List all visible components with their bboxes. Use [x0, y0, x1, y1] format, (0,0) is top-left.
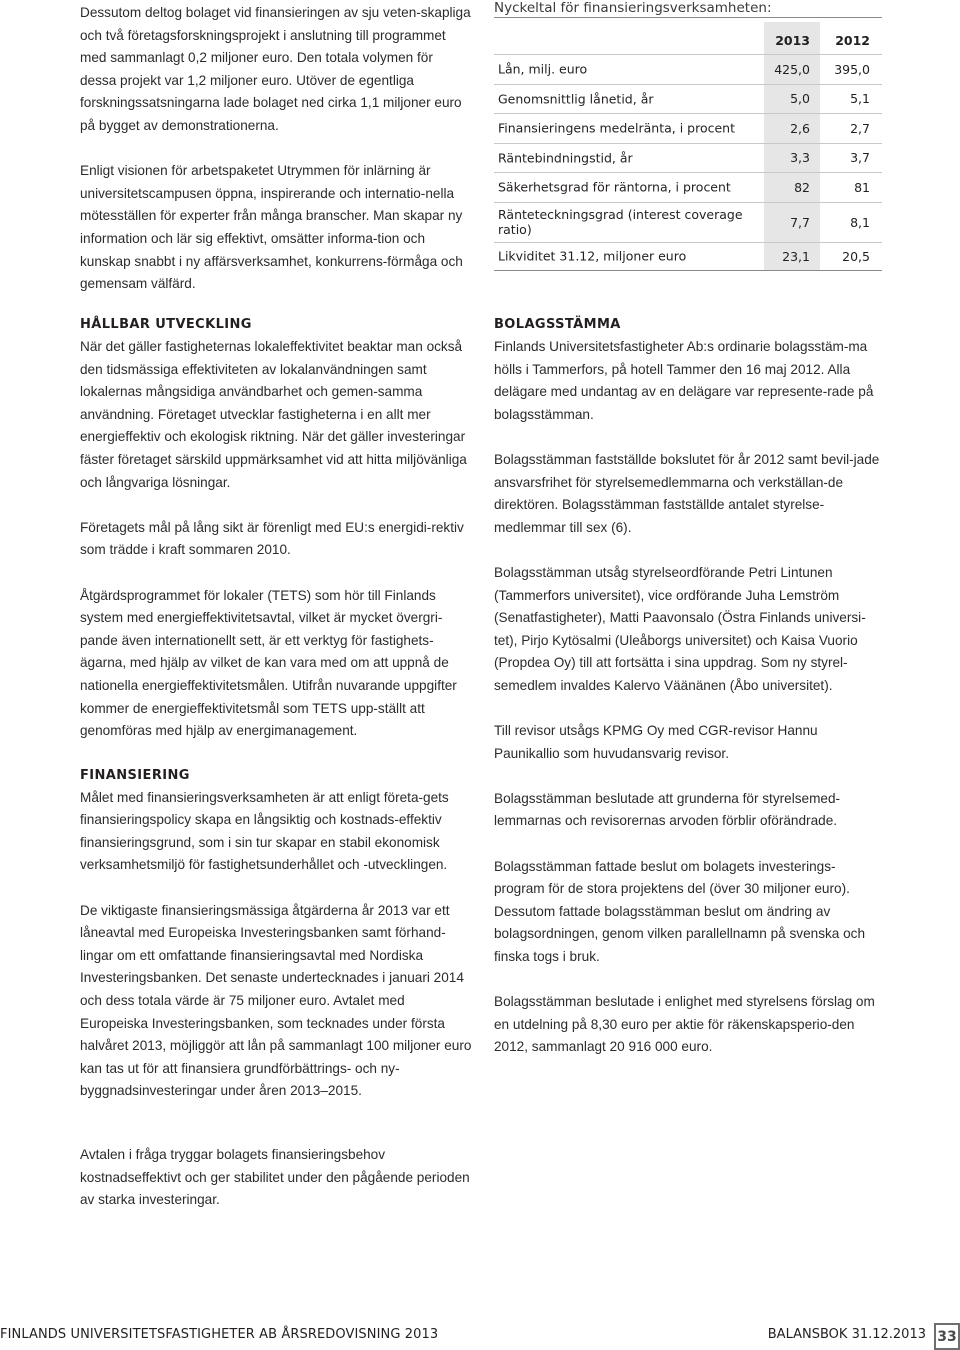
table-row: [494, 143, 882, 173]
value-2013: 7,7: [764, 203, 820, 242]
table-row: [494, 202, 882, 242]
value-2012: 395,0: [834, 61, 870, 77]
row-label: Räntebindningstid, år: [498, 150, 633, 166]
paragraph: Åtgärdsprogrammet för lokaler (TETS) som hör till Finlands system med energieffektivitetsavtal, vilket är mycket övergri-pande även internationellt sett, är ett verktyg för fastighets-ägarna, med hjälp av vilket de kan vara med om att uppnå de nationella energieffektivitetsmålen. Utifrån nuvarande uppgifter kommer de energieffektivitetsmål som TETS upp-ställt att genomföras med hjälp av energimanagement.: [80, 587, 457, 739]
table-row: [494, 54, 882, 84]
value-2012: 8,1: [850, 214, 870, 230]
paragraph: Bolagsstämman fattade beslut om bolagets investerings-program för de stora projektens del (över 30 miljoner euro). Dessutom fattade bolagsstämman beslut om ändring av bolagsordningen, genom vilken parallellnamn på svenska och finska togs i bruk.: [494, 858, 866, 965]
paragraph: De viktigaste finansieringsmässiga åtgärderna år 2013 var ett låneavtal med Europeiska Investeringsbanken samt förhand-lingar om ett omfattande finansieringsavtal med Nordiska Investeringsbanken. Det senaste undertecknades i januari 2014 och dess totala värde är 75 miljoner euro. Avtalet med Europeiska Investeringsbanken, som tecknades under första halvåret 2013, möjliggör att lån på sammanlagt 100 miljoner euro kan tas ut för att finansiera grundförbättrings- och ny-byggnadsinvesteringar under åren 2013–2015.: [80, 902, 472, 1099]
page-footer: [0, 1323, 960, 1350]
table-header: [494, 22, 882, 54]
paragraph: Företagets mål på lång sikt är förenligt med EU:s energidi-rektiv som trädde i kraft sommaren 2010.: [80, 519, 464, 558]
table-title: Nyckeltal för finansieringsverksamheten:: [494, 0, 882, 18]
value-2013: 3,3: [764, 144, 820, 173]
column-header-2012: 2012: [835, 32, 870, 48]
row-label: Finansieringens medelränta, i procent: [498, 120, 735, 136]
value-2012: 20,5: [842, 248, 870, 264]
value-2013: 82: [764, 173, 820, 202]
paragraph: Målet med finansieringsverksamheten är att enligt företa-gets finansieringspolicy skapa en långsiktig och kostnads-effektiv finansieringsgrund, som i sin tur skapar en stabil ekonomisk verksamhetsmiljö för fastighetsunderhållet och -utvecklingen.: [80, 789, 449, 873]
paragraph: Bolagsstämman utsåg styrelseordförande Petri Lintunen (Tammerfors universitet), vice ordförande Juha Lemström (Senatfastigheter), Matti Paavonsalo (Östra Finlands universi-tet), Pirjo Kytösalmi (Uleåborgs universitet) och Kaisa Vuorio (Propdea Oy) till att fortsätta i sina uppdrag. Som ny styrel-semedlem invaldes Kalervo Väänänen (Åbo universitet).: [494, 564, 866, 693]
footer-publication-title: FINLANDS UNIVERSITETSFASTIGHETER AB ÅRSREDOVISNING 2013: [0, 1327, 439, 1342]
value-2013: 5,0: [764, 85, 820, 114]
paragraph: Avtalen i fråga tryggar bolagets finansieringsbehov kostnadseffektivt och ger stabilitet under den pågående perioden av starka investeringar.: [80, 1147, 470, 1208]
table-row: [494, 242, 882, 272]
value-2013: 425,0: [764, 55, 820, 84]
paragraph: Enligt visionen för arbetspaketet Utrymmen för inlärning är universitetscampusen öppna, inspirerande och internatio-nella mötesställen för experter från många branscher. Man skapar ny information och lär sig effektivt, omsätter informa-tion och kunskap snabbt i ny affärsverksamhet, konkurrens-förmåga och gemensam välfärd.: [80, 163, 463, 292]
value-2012: 2,7: [850, 120, 870, 136]
value-2013: 2,6: [764, 114, 820, 143]
row-label: Säkerhetsgrad för räntorna, i procent: [498, 179, 731, 195]
paragraph: Dessutom deltog bolaget vid finansieringen av sju veten-skapliga och två företagsforskningsprojekt i anslutning till programmet med sammanlagt 0,2 miljoner euro. Den totala volymen för dessa projekt var 1,2 miljoner euro. Utöver de egentliga forskningssatsningarna lade bolaget ned cirka 1,1 miljoner euro på bygget av demonstrationerna.: [80, 5, 471, 133]
key-figures-table: [494, 0, 882, 271]
value-2012: 81: [854, 179, 870, 195]
section-heading-finansiering: FINANSIERING: [80, 767, 190, 783]
value-2012: 5,1: [850, 91, 870, 107]
column-header-2013: 2013: [764, 22, 820, 54]
intro-column: [80, 2, 472, 296]
row-label: Likviditet 31.12, miljoner euro: [498, 248, 687, 264]
row-label: Lån, milj. euro: [498, 61, 588, 77]
page-number: 33: [934, 1323, 960, 1350]
paragraph: Till revisor utsågs KPMG Oy med CGR-revisor Hannu Paunikallio som huvudansvarig revisor.: [494, 723, 818, 761]
table-row: [494, 113, 882, 143]
paragraph: Bolagsstämman fastställde bokslutet för år 2012 samt bevil-jade ansvarsfrihet för styrelsemedlemmarna och verkställan-de direktören. Bolagsstämman fastställde antalet styrelse-medlemmar till sex (6).: [494, 451, 880, 535]
footer-section-title: BALANSBOK 31.12.2013: [767, 1327, 926, 1342]
paragraph: Bolagsstämman beslutade att grunderna för styrelsemed-lemmarnas och revisorernas arvoden förblir oförändrade.: [494, 790, 841, 829]
paragraph: Finlands Universitetsfastigheter Ab:s ordinarie bolagsstäm-ma hölls i Tammerfors, på hotell Tammer den 16 maj 2012. Alla delägare med undantag av en delägare var represente-rade på bolagsstämman.: [494, 339, 874, 422]
section-heading-bolagsstamma: BOLAGSSTÄMMA: [494, 317, 621, 332]
paragraph: När det gäller fastigheternas lokaleffektivitet beaktar man också den tidsmässiga effektiviteten av lokalanvändningen samt lokalernas mångsidiga användbarhet och gemen-samma användning. Företaget utvecklar fastigheterna i en allt mer energieffektiv och ekologisk riktning. När det gäller investeringar fäster företaget särskild uppmärksamhet vid att hitta miljövänliga och långvariga lösningar.: [80, 339, 467, 490]
row-label: Genomsnittlig lånetid, år: [498, 91, 654, 107]
table-row: [494, 172, 882, 202]
row-label: Ränteteckningsgrad (interest coverage ratio): [498, 207, 743, 237]
right-column: [494, 314, 886, 1059]
left-column: [80, 314, 472, 1103]
left-column-bottom: [80, 1144, 472, 1212]
table-row: [494, 84, 882, 114]
value-2013: 23,1: [764, 243, 820, 271]
section-heading-hallbar-utveckling: HÅLLBAR UTVECKLING: [80, 317, 252, 332]
paragraph: Bolagsstämman beslutade i enlighet med styrelsens förslag om en utdelning på 8,30 euro per aktie för räkenskapsperio-den 2012, sammanlagt 20 916 000 euro.: [494, 994, 875, 1055]
value-2012: 3,7: [850, 150, 870, 166]
